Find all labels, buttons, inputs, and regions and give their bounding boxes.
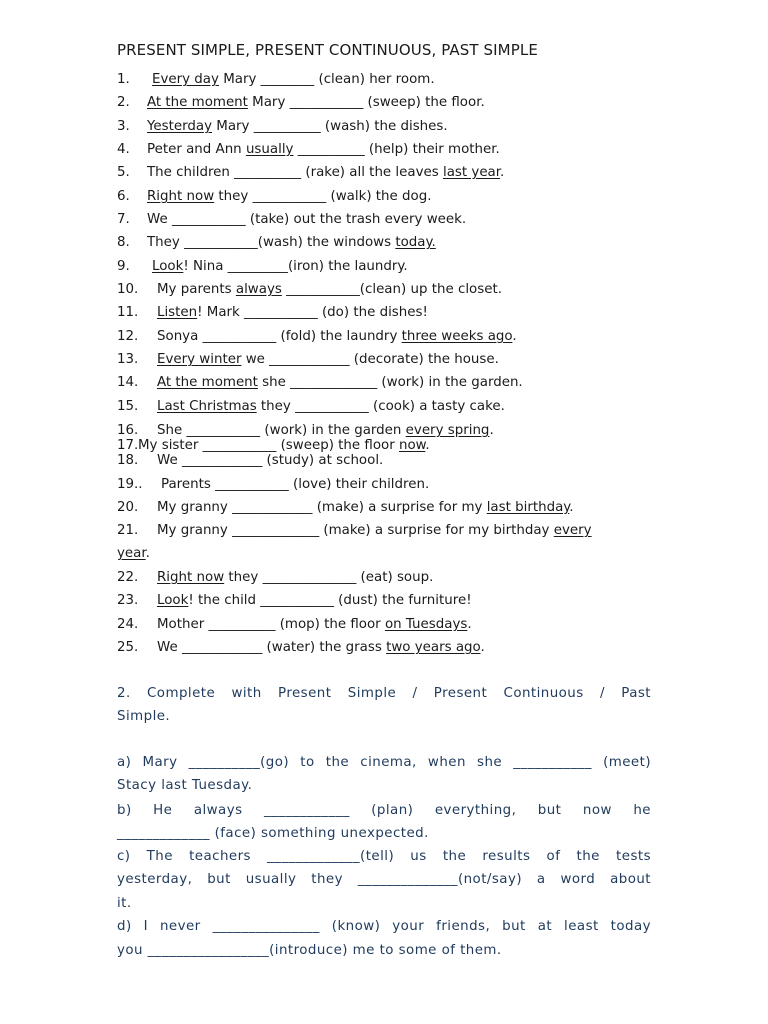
item-number: 21.	[117, 523, 139, 538]
item-number: 6.	[117, 189, 130, 204]
item-number: 20.	[117, 500, 139, 515]
sentence-fragment: we ____________ (decorate) the house.	[241, 352, 499, 367]
section-2-line-b2: _____________ (face) something unexpected.	[117, 826, 429, 841]
section-2-heading-line-1: 2. Complete with Present Simple / Present Continuous / Past	[117, 686, 651, 701]
item-number: 17.	[117, 438, 139, 453]
item-number: 13.	[117, 352, 139, 367]
section-2-line-d2: you _________________(introduce) me to some of them.	[117, 943, 502, 958]
sentence-fragment: My parents	[157, 282, 236, 297]
sentence-fragment: Mary ___________ (sweep) the floor.	[247, 95, 485, 110]
sentence-fragment: The children __________ (rake) all the leaves	[147, 165, 443, 180]
underlined-phrase: last birthday	[486, 500, 570, 515]
item-number: 10.	[117, 282, 139, 297]
sentence-fragment: We ___________ (take) out the trash every week.	[147, 212, 467, 227]
sentence-fragment: We ____________ (study) at school.	[157, 453, 384, 468]
item-sentence	[157, 423, 494, 439]
underlined-phrase: two years ago	[386, 640, 481, 655]
item-number: 11.	[117, 305, 139, 320]
item-number: 5.	[117, 165, 130, 180]
underlined-phrase: today.	[395, 235, 436, 250]
item-sentence	[117, 546, 150, 562]
item-sentence	[157, 375, 523, 391]
item-number: 18.	[117, 453, 139, 468]
sentence-fragment: .	[489, 423, 494, 438]
item-sentence	[157, 523, 592, 539]
sentence-fragment: Mother __________ (mop) the floor	[157, 617, 385, 632]
underlined-phrase: Every winter	[157, 352, 242, 367]
item-sentence	[147, 212, 466, 228]
sentence-fragment: they ___________ (walk) the dog.	[214, 189, 432, 204]
item-sentence	[152, 259, 408, 275]
underlined-phrase: on Tuesdays	[384, 617, 468, 632]
sentence-fragment: they ______________ (eat) soup.	[224, 570, 434, 585]
item-sentence	[157, 617, 472, 633]
item-number: 12.	[117, 329, 139, 344]
sentence-fragment: __________ (help) their mother.	[293, 142, 500, 157]
underlined-phrase: year	[117, 546, 146, 561]
sentence-fragment: ___________(clean) up the closet.	[281, 282, 502, 297]
underlined-phrase: Look	[152, 259, 184, 274]
section-2-line-a1: a) Mary __________(go) to the cinema, when she ___________ (meet)	[117, 755, 651, 770]
item-sentence	[157, 399, 505, 415]
sentence-fragment: Parents ___________ (love) their children.	[161, 477, 430, 492]
item-sentence	[157, 500, 574, 516]
underlined-phrase: usually	[245, 142, 294, 157]
underlined-phrase: Right now	[147, 189, 215, 204]
item-sentence	[147, 189, 432, 205]
section-2-line-c1: c) The teachers _____________(tell) us the results of the tests	[117, 849, 651, 864]
section-2-line-a2: Stacy last Tuesday.	[117, 778, 253, 793]
item-sentence	[147, 95, 485, 111]
sentence-fragment: My sister ___________ (sweep) the floor	[138, 438, 399, 453]
item-number: 24.	[117, 617, 139, 632]
item-sentence	[157, 352, 499, 368]
underlined-phrase: Listen	[157, 305, 198, 320]
section-2-line-c2: yesterday, but usually they ______________(not/say) a word about	[117, 872, 651, 887]
item-number: 8.	[117, 235, 130, 250]
item-sentence	[157, 453, 383, 469]
underlined-phrase: always	[235, 282, 282, 297]
sentence-fragment: .	[467, 617, 472, 632]
underlined-phrase: now	[399, 438, 426, 453]
item-sentence	[147, 142, 500, 158]
item-number: 2.	[117, 95, 130, 110]
underlined-phrase: At the moment	[147, 95, 248, 110]
sentence-fragment: .	[512, 329, 517, 344]
item-sentence	[147, 119, 448, 135]
sentence-fragment: Mary ________ (clean) her room.	[218, 72, 435, 87]
item-number: 14.	[117, 375, 139, 390]
item-number: 9.	[117, 259, 130, 274]
page-title: PRESENT SIMPLE, PRESENT CONTINUOUS, PAST SIMPLE	[117, 41, 538, 59]
section-2-line-b1: b) He always ____________ (plan) everything, but now he	[117, 803, 651, 818]
item-number: 4.	[117, 142, 130, 157]
sentence-fragment: ! the child ___________ (dust) the furniture!	[188, 593, 472, 608]
item-sentence	[161, 477, 429, 493]
item-number: 3.	[117, 119, 130, 134]
sentence-fragment: They ___________(wash) the windows	[147, 235, 396, 250]
underlined-phrase: At the moment	[157, 375, 258, 390]
sentence-fragment: .	[500, 165, 505, 180]
underlined-phrase: last year	[442, 165, 501, 180]
item-number: 16.	[117, 423, 139, 438]
sentence-fragment: they ___________ (cook) a tasty cake.	[256, 399, 505, 414]
sentence-fragment: My granny _____________ (make) a surprise for my birthday	[157, 523, 554, 538]
sentence-fragment: Sonya ___________ (fold) the laundry	[157, 329, 402, 344]
item-sentence	[157, 329, 517, 345]
underlined-phrase: Look	[157, 593, 189, 608]
sentence-fragment: My granny ____________ (make) a surprise for my	[157, 500, 487, 515]
sentence-fragment: .	[480, 640, 485, 655]
sentence-fragment: She ___________ (work) in the garden	[157, 423, 406, 438]
item-number: 7.	[117, 212, 130, 227]
sentence-fragment: Peter and Ann	[147, 142, 246, 157]
item-sentence	[147, 165, 504, 181]
item-sentence	[157, 640, 485, 656]
underlined-phrase: three weeks ago	[401, 329, 513, 344]
item-number: 22.	[117, 570, 139, 585]
item-number: 15.	[117, 399, 139, 414]
sentence-fragment: We ____________ (water) the grass	[157, 640, 387, 655]
item-sentence	[138, 438, 430, 454]
sentence-fragment: ! Nina _________(iron) the laundry.	[183, 259, 408, 274]
underlined-phrase: Last Christmas	[157, 399, 257, 414]
underlined-phrase: every	[553, 523, 592, 538]
section-2-line-c3: it.	[117, 896, 132, 911]
item-sentence	[157, 305, 428, 321]
item-number: 1.	[117, 72, 130, 87]
sentence-fragment: .	[145, 546, 150, 561]
section-2-heading-line-2: Simple.	[117, 709, 171, 724]
sentence-fragment: .	[425, 438, 430, 453]
sentence-fragment: .	[569, 500, 574, 515]
item-number: 19..	[117, 477, 143, 492]
item-number: 25.	[117, 640, 139, 655]
item-sentence	[157, 282, 502, 298]
item-sentence	[157, 593, 472, 609]
underlined-phrase: Right now	[157, 570, 225, 585]
item-sentence	[152, 72, 435, 88]
section-2-line-d1: d) I never _______________ (know) your friends, but at least today	[117, 919, 651, 934]
underlined-phrase: every spring	[405, 423, 490, 438]
sentence-fragment: Mary __________ (wash) the dishes.	[212, 119, 448, 134]
underlined-phrase: Every day	[152, 72, 219, 87]
underlined-phrase: Yesterday	[147, 119, 213, 134]
sentence-fragment: ! Mark ___________ (do) the dishes!	[197, 305, 428, 320]
item-number: 23.	[117, 593, 139, 608]
item-sentence	[147, 235, 436, 251]
item-sentence	[157, 570, 433, 586]
sentence-fragment: she _____________ (work) in the garden.	[257, 375, 523, 390]
